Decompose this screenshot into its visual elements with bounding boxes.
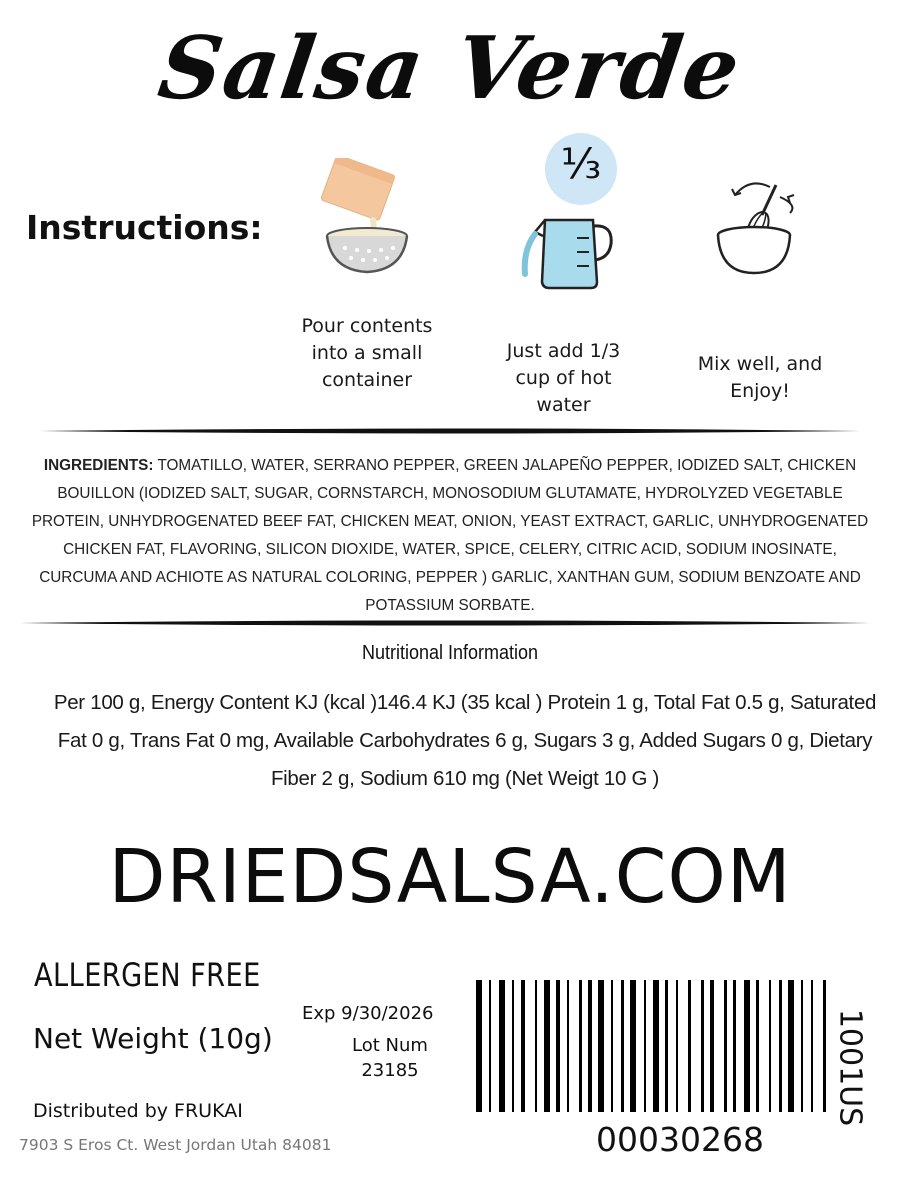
barcode-bar xyxy=(769,980,771,1112)
barcode-bar xyxy=(779,980,782,1112)
barcode-bar xyxy=(611,980,613,1112)
nutrition-text: Per 100 g, Energy Content KJ (kcal )146.4 KJ (35 kcal ) Protein 1 g, Total Fat 0.5 g, Saturated Fat 0 g, Trans Fat 0 mg, Available Carbohydrates 6 g, Sugars 3 g, Added Sugars 0 g, Dietary Fiber 2 g, Sodium 610 mg (Net Weigt 10 G ) xyxy=(53,691,877,790)
barcode-bar xyxy=(788,980,794,1112)
barcode-bar xyxy=(733,980,736,1112)
distributor: Distributed by FRUKAI xyxy=(33,1100,243,1122)
ingredients-text: TOMATILLO, WATER, SERRANO PEPPER, GREEN JALAPEÑO PEPPER, IODIZED SALT, CHICKEN BOUILLON (IODIZED SALT, SUGAR, CORNSTARCH, MONOSODIUM GLUTAMATE, HYDROLYZED VEGETABLE PROTEIN, UNHYDROGENATED BEEF FAT, CHICKEN MEAT, ONION, YEAST EXTRACT, GARLIC, UNHYDROGENATED CHICKEN FAT, FLAVORING, SILICON DIOXIDE, WATER, SPICE, CELERY, CITRIC ACID, SODIUM INOSINATE, CURCUMA AND ACHIOTE AS NATURAL COLORING, PEPPER ) GARLIC, XANTHAN GUM, SODIUM BENZOATE AND POTASSIUM SORBATE. xyxy=(31,457,869,614)
barcode-bar xyxy=(489,980,491,1112)
barcode-bar xyxy=(598,980,604,1112)
barcode-bar xyxy=(621,980,624,1112)
lot-number: 23185 xyxy=(361,1060,419,1081)
ingredients-label: INGREDIENTS: xyxy=(43,457,154,474)
divider-top xyxy=(40,426,860,436)
nutrition-title: Nutritional Information xyxy=(361,642,539,664)
barcode-bar xyxy=(710,980,714,1112)
barcode-number: 00030268 xyxy=(596,1120,764,1159)
net-weight: Net Weight (10g) xyxy=(33,1022,273,1055)
product-title: Salsa Verde xyxy=(152,18,748,119)
barcode-bar xyxy=(556,980,560,1112)
barcode-bar xyxy=(567,980,569,1112)
barcode-bar xyxy=(476,980,482,1112)
whisk-bowl-icon xyxy=(710,175,800,280)
pour-bowl-icon xyxy=(305,158,430,283)
website-url: DRIEDSALSA.COM xyxy=(108,834,792,920)
barcode-bar xyxy=(688,980,691,1112)
barcode-bar xyxy=(653,980,659,1112)
barcode-bar xyxy=(823,980,826,1112)
barcode-bar xyxy=(744,980,750,1112)
allergen-label: ALLERGEN FREE xyxy=(34,956,261,994)
barcode-bar xyxy=(676,980,678,1112)
expiration-date: Exp 9/30/2026 xyxy=(302,1003,434,1024)
lot-label: Lot Num xyxy=(352,1035,428,1056)
barcode-bar xyxy=(579,980,582,1112)
barcode-bar xyxy=(801,980,803,1112)
measuring-cup-icon xyxy=(515,210,620,295)
step-3-text: Mix well, and Enjoy! xyxy=(697,353,823,402)
barcode-bar xyxy=(724,980,727,1112)
step-1-text: Pour contents into a small container xyxy=(301,315,433,391)
barcode-bar xyxy=(811,980,813,1112)
address: 7903 S Eros Ct. West Jordan Utah 84081 xyxy=(19,1136,332,1154)
fraction-badge-text: ⅓ xyxy=(560,139,602,188)
barcode-bar xyxy=(701,980,704,1112)
barcode-bar xyxy=(588,980,592,1112)
barcode-bar xyxy=(499,980,505,1112)
barcode-bar xyxy=(512,980,514,1112)
barcode xyxy=(476,980,828,1112)
barcode-bar xyxy=(521,980,525,1112)
barcode-bar xyxy=(535,980,537,1112)
instructions-heading: Instructions: xyxy=(26,208,263,247)
barcode-bar xyxy=(544,980,550,1112)
divider-middle xyxy=(20,618,870,628)
side-code: 1001US xyxy=(832,1008,868,1127)
barcode-bar xyxy=(756,980,759,1112)
barcode-bar xyxy=(630,980,636,1112)
barcode-bar xyxy=(665,980,668,1112)
lot-block xyxy=(340,1033,440,1083)
step-2-text: Just add 1/3 cup of hot water xyxy=(506,340,621,416)
ingredients-block xyxy=(28,452,872,620)
barcode-bar xyxy=(644,980,646,1112)
